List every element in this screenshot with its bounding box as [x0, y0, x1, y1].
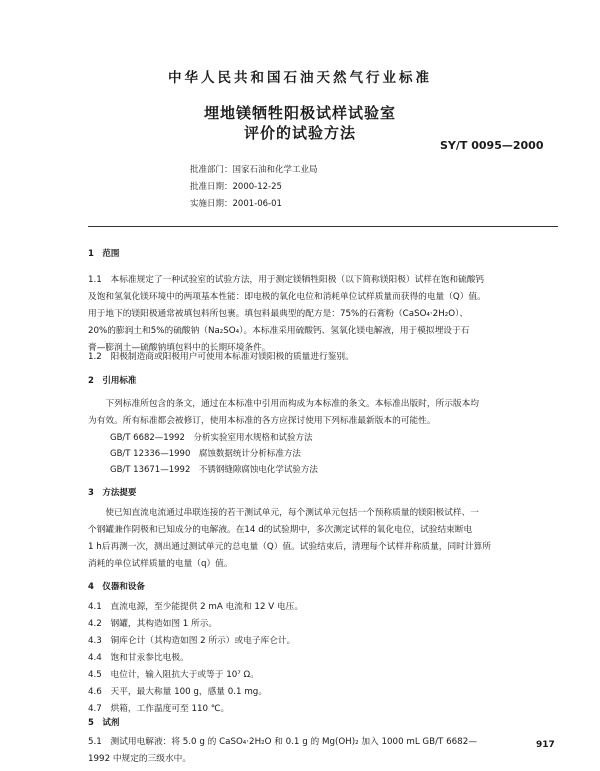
- paragraph-5-1-line: 5.1 测试用电解液：将 5.0 g 的 CaSO₄·2H₂O 和 0.1 g 的 Mg(OH)₂ 加入 1000 mL GB/T 6682—: [88, 737, 477, 747]
- referenced-standard: GB/T 6682—1992 分析实验室用水规格和试验方法: [110, 433, 313, 443]
- equipment-item: 4.2 钢罐，其构造如图 1 所示。: [88, 619, 218, 629]
- section-3-title: 3 方法提要: [88, 488, 137, 498]
- paragraph-1-1-line: 膏—膨润土—硫酸钠填包料中的长期环境条件。: [88, 343, 271, 353]
- paragraph-2-line: 为有效。所有标准都会被修订，使用本标准的各方应探讨使用下列标准最新版本的可能性。: [88, 416, 436, 426]
- equipment-item: 4.4 饱和甘汞参比电极。: [88, 653, 189, 663]
- paragraph-2-line: 下列标准所包含的条文，通过在本标准中引用而构成为本标准的条文。本标准出版时，所示版本均: [88, 399, 479, 409]
- referenced-standard: GB/T 13671—1992 不锈钢缝隙腐蚀电化学试验方法: [110, 465, 318, 475]
- section-1-title: 1 范围: [88, 249, 120, 259]
- paragraph-3-line: 消耗的单位试样质量的电量（q）值。: [88, 559, 233, 569]
- header-divider: [88, 226, 558, 227]
- paragraph-1-1-line: 及饱和氢氧化镁环境中的两项基本性能：即电极的氧化电位和消耗单位试样质量而获得的电量（Q）值。: [88, 292, 486, 302]
- section-4-title: 4 仪器和设备: [88, 582, 145, 592]
- paragraph-1-2: 1.2 阳极制造商或阳极用户可使用本标准对镁阳极的质量进行鉴别。: [88, 352, 354, 362]
- paragraph-3-line: 1 h后再测一次，测出通过测试单元的总电量（Q）值。试验结束后，清理每个试样并称质量，同时计算所: [88, 542, 491, 552]
- approval-date: 批准日期：2000-12-25: [190, 182, 282, 192]
- paragraph-3-line: 个钢罐兼作阴极和已知成分的电解液。在14 d的试验期中，多次测定试样的氧化电位，试验结束断电: [88, 525, 473, 535]
- paragraph-5-1-line: 1992 中规定的三级水中。: [88, 754, 192, 764]
- standard-number: SY/T 0095—2000: [440, 139, 544, 152]
- equipment-item: 4.3 铜库仑计（其构造如图 2 所示）或电子库仑计。: [88, 636, 296, 646]
- effective-date: 实施日期：2001-06-01: [190, 199, 282, 209]
- standard-category-header: 中华人民共和国石油天然气行业标准: [168, 70, 432, 86]
- section-2-title: 2 引用标准: [88, 376, 137, 386]
- approved-by: 批准部门：国家石油和化学工业局: [190, 165, 318, 175]
- equipment-item: 4.6 天平，最大称量 100 g，感量 0.1 mg。: [88, 687, 268, 697]
- paragraph-1-1-line: 20%的膨润土和5%的硫酸钠（Na₂SO₄）。本标准采用硫酸钙、氢氧化镁电解液，用于模拟埋设于石: [88, 326, 470, 336]
- paragraph-1-1-line: 用于地下的镁阳极通常被填包料所包裹。填包料最典型的配方是：75%的石膏粉（CaSO₄·2H₂O）、: [88, 309, 469, 319]
- equipment-item: 4.5 电位计，输入阻抗大于或等于 10⁷ Ω。: [88, 670, 259, 680]
- paragraph-1-1-line: 1.1 本标准规定了一种试验室的试验方法，用于测定镁牺牲阳极（以下简称镁阳极）试样在饱和硫酸钙: [88, 275, 485, 285]
- referenced-standard: GB/T 12336—1990 腐蚀数据统计分析标准方法: [110, 449, 301, 459]
- document-title-line-2: 评价的试验方法: [243, 124, 356, 142]
- page-number: 917: [536, 740, 555, 750]
- paragraph-3-line: 使已知直流电流通过串联连接的若干测试单元，每个测试单元包括一个预称质量的镁阳极试样、一: [88, 508, 479, 518]
- equipment-item: 4.1 直流电源，至少能提供 2 mA 电流和 12 V 电压。: [88, 602, 304, 612]
- equipment-item: 4.7 烘箱，工作温度可至 110 ℃。: [88, 704, 230, 714]
- document-title-line-1: 埋地镁牺牲阳极试样试验室: [203, 104, 396, 122]
- section-5-title: 5 试剂: [88, 718, 120, 728]
